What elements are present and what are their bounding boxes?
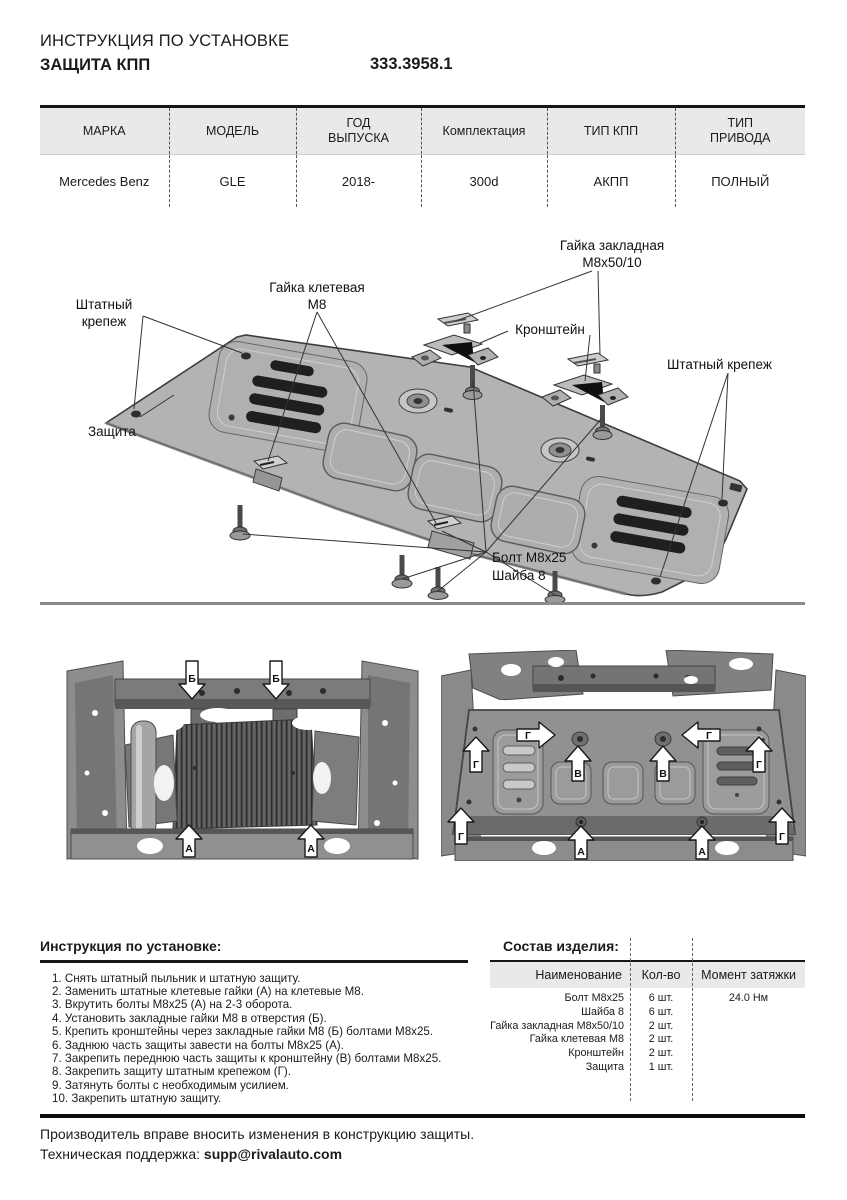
svg-text:А: А bbox=[577, 846, 585, 858]
step-item: 4. Установить закладные гайки М8 в отверстия (Б). bbox=[52, 1011, 327, 1025]
step-item: 1. Снять штатный пыльник и штатную защиту. bbox=[52, 971, 301, 985]
svg-text:В: В bbox=[574, 768, 582, 780]
cell-model: GLE bbox=[169, 155, 296, 208]
parts-col-torque: Момент затяжки bbox=[701, 968, 796, 982]
cell-gearbox: АКПП bbox=[547, 155, 675, 208]
step-item: 10. Закрепить штатную защиту. bbox=[52, 1092, 222, 1106]
support-email: supp@rivalauto.com bbox=[203, 1146, 343, 1162]
svg-text:А: А bbox=[698, 846, 706, 858]
col-header-marka: МАРКА bbox=[40, 107, 169, 155]
col-header-year: ГОД ВЫПУСКА bbox=[296, 107, 421, 155]
cell-marka: Mercedes Benz bbox=[40, 155, 169, 208]
step-item: 3. Вкрутить болты М8х25 (А) на 2-3 оборота. bbox=[52, 998, 293, 1012]
manufacturer-note: Производитель вправе вносить изменения в конструкцию защиты. bbox=[40, 1126, 475, 1142]
col-header-drive: ТИП ПРИВОДА bbox=[675, 107, 805, 155]
support-label: Техническая поддержка: bbox=[40, 1146, 201, 1162]
parts-divider-dashed bbox=[692, 938, 693, 1101]
footer-rule bbox=[40, 1114, 805, 1118]
parts-rows bbox=[490, 992, 805, 1075]
instructions-rule bbox=[40, 960, 468, 963]
svg-text:Б: Б bbox=[188, 673, 196, 685]
svg-text:М8: М8 bbox=[307, 297, 327, 312]
svg-text:Б: Б bbox=[272, 673, 280, 685]
document-header bbox=[40, 32, 289, 75]
cell-trim: 300d bbox=[421, 155, 547, 208]
svg-text:Г: Г bbox=[525, 730, 531, 742]
parts-row: Гайка закладная M8x50/10 2 шт. bbox=[490, 1019, 674, 1032]
parts-title: Состав изделия: bbox=[503, 938, 619, 954]
cell-year: 2018- bbox=[296, 155, 421, 208]
photo-underbody-installed bbox=[441, 650, 806, 861]
step-item: 7. Закрепить переднюю часть защиты к кронштейну (В) болтами М8х25. bbox=[52, 1051, 442, 1065]
photo-right-base bbox=[441, 650, 806, 861]
label-factory-mount-left: Штатный bbox=[75, 297, 133, 312]
product-title: ЗАЩИТА КПП bbox=[40, 56, 151, 74]
svg-text:Г: Г bbox=[706, 730, 712, 742]
parts-row: Гайка клетевая М8 2 шт. bbox=[529, 1033, 674, 1046]
svg-text:В: В bbox=[659, 768, 667, 780]
label-washer: Шайба 8 bbox=[492, 568, 546, 583]
step-item: 6. Заднюю часть защиты завести на болты М8х25 (А). bbox=[52, 1038, 344, 1052]
photo-underbody-before bbox=[65, 653, 420, 860]
parts-row: Болт M8x25 6 шт. 24.0 Нм bbox=[564, 992, 769, 1004]
spec-header-row bbox=[40, 107, 805, 155]
label-factory-mount-right: Штатный крепеж bbox=[667, 357, 772, 372]
parts-list bbox=[490, 938, 805, 1101]
instructions-title: Инструкция по установке: bbox=[40, 938, 222, 954]
doc-type-title: ИНСТРУКЦИЯ ПО УСТАНОВКЕ bbox=[40, 32, 290, 50]
col-header-model: МОДЕЛЬ bbox=[169, 107, 296, 155]
label-cage-nut: Гайка клетевая bbox=[269, 280, 365, 295]
part-number: 333.3958.1 bbox=[370, 55, 453, 73]
parts-header-row bbox=[490, 962, 805, 988]
spec-value-row bbox=[40, 155, 805, 208]
label-bracket: Кронштейн bbox=[515, 322, 585, 337]
svg-text:Г: Г bbox=[473, 759, 479, 771]
step-item: 5. Крепить кронштейны через закладные гайки М8 (Б) болтами М8х25. bbox=[52, 1025, 434, 1039]
step-item: 8. Закрепить защиту штатным крепежом (Г). bbox=[52, 1065, 291, 1079]
parts-row: Кронштейн 2 шт. bbox=[568, 1047, 674, 1060]
svg-text:А: А bbox=[307, 843, 315, 855]
support-line bbox=[40, 1146, 474, 1162]
document-footer bbox=[40, 1126, 474, 1162]
steps-list bbox=[40, 972, 468, 1106]
step-item: 9. Затянуть болты с необходимым усилием. bbox=[52, 1078, 289, 1092]
vehicle-spec-table bbox=[40, 105, 805, 207]
section-divider bbox=[40, 602, 805, 605]
label-shield: Защита bbox=[88, 424, 136, 439]
parts-row: Шайба 8 6 шт. bbox=[581, 1005, 674, 1018]
parts-col-name: Наименование bbox=[535, 968, 622, 982]
svg-text:M8x50/10: M8x50/10 bbox=[582, 255, 642, 270]
col-header-trim: Комплектация bbox=[421, 107, 547, 155]
parts-col-qty: Кол-во bbox=[641, 968, 681, 982]
label-bolt: Болт M8x25 bbox=[492, 550, 567, 565]
step-item: 2. Заменить штатные клетевые гайки (А) на клетевые М8. bbox=[52, 984, 364, 998]
photo-left-base bbox=[65, 653, 420, 860]
installation-instructions bbox=[40, 938, 468, 1106]
cell-drive: ПОЛНЫЙ bbox=[711, 173, 770, 189]
assembly-diagram bbox=[40, 205, 807, 605]
svg-text:Г: Г bbox=[779, 831, 785, 843]
parts-divider-dashed bbox=[630, 938, 631, 1101]
svg-text:А: А bbox=[185, 843, 193, 855]
protection-plate bbox=[106, 335, 747, 596]
label-slip-nut: Гайка закладная bbox=[559, 238, 665, 253]
col-header-gearbox: ТИП КПП bbox=[547, 107, 675, 155]
svg-text:Г: Г bbox=[756, 759, 762, 771]
svg-text:крепеж: крепеж bbox=[81, 314, 127, 329]
parts-row: Защита 1 шт. bbox=[585, 1060, 674, 1073]
svg-text:Г: Г bbox=[458, 831, 464, 843]
